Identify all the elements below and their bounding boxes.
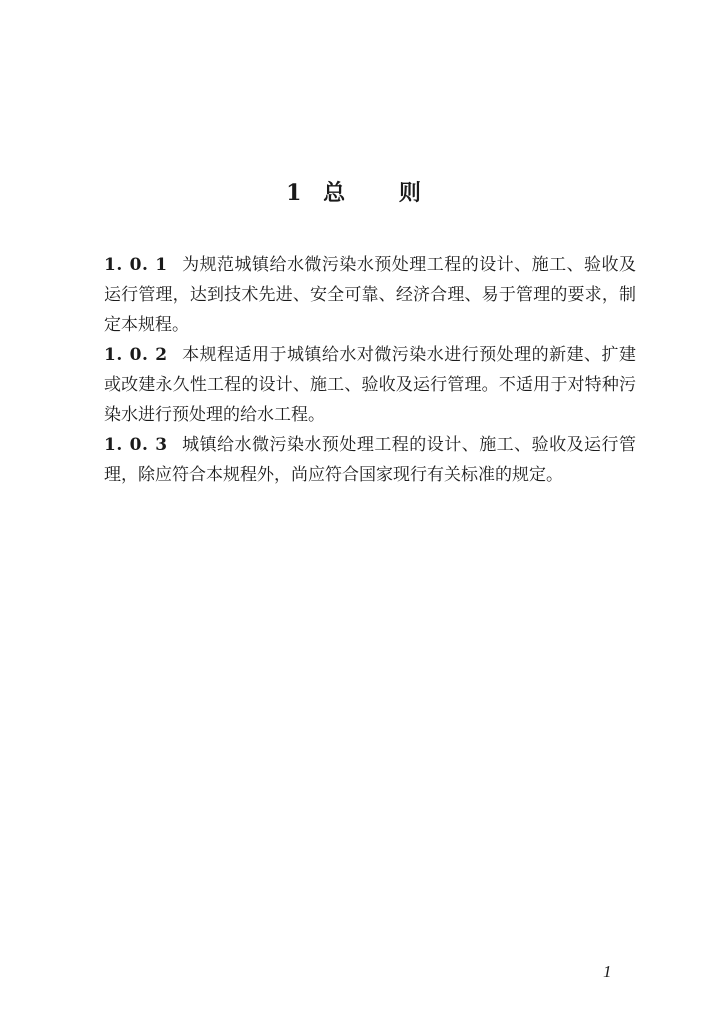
clause-1-0-2: [104, 340, 636, 430]
chapter-title-char-1: 总: [323, 180, 346, 206]
page-number: 1: [603, 962, 612, 981]
clause-text: 为规范城镇给水微污染水预处理工程的设计、施工、验收及运行管理，达到技术先进、安全可靠、经济合理、易于管理的要求，制定本规程。: [104, 255, 636, 335]
clause-1-0-1: [104, 250, 636, 340]
clause-number: 1. 0. 2: [104, 345, 168, 365]
chapter-number: 1: [286, 180, 302, 206]
clause-1-0-3: [104, 430, 636, 490]
chapter-title-char-2: 则: [398, 180, 421, 206]
chapter-title: [0, 176, 707, 207]
clause-number: 1. 0. 1: [104, 255, 168, 275]
chapter-body: [104, 250, 636, 490]
clause-text: 城镇给水微污染水预处理工程的设计、施工、验收及运行管理，除应符合本规程外，尚应符合国家现行有关标准的规定。: [104, 435, 636, 485]
clause-number: 1. 0. 3: [104, 435, 168, 455]
clause-text: 本规程适用于城镇给水对微污染水进行预处理的新建、扩建或改建永久性工程的设计、施工、验收及运行管理。不适用于对特种污染水进行预处理的给水工程。: [104, 345, 636, 425]
